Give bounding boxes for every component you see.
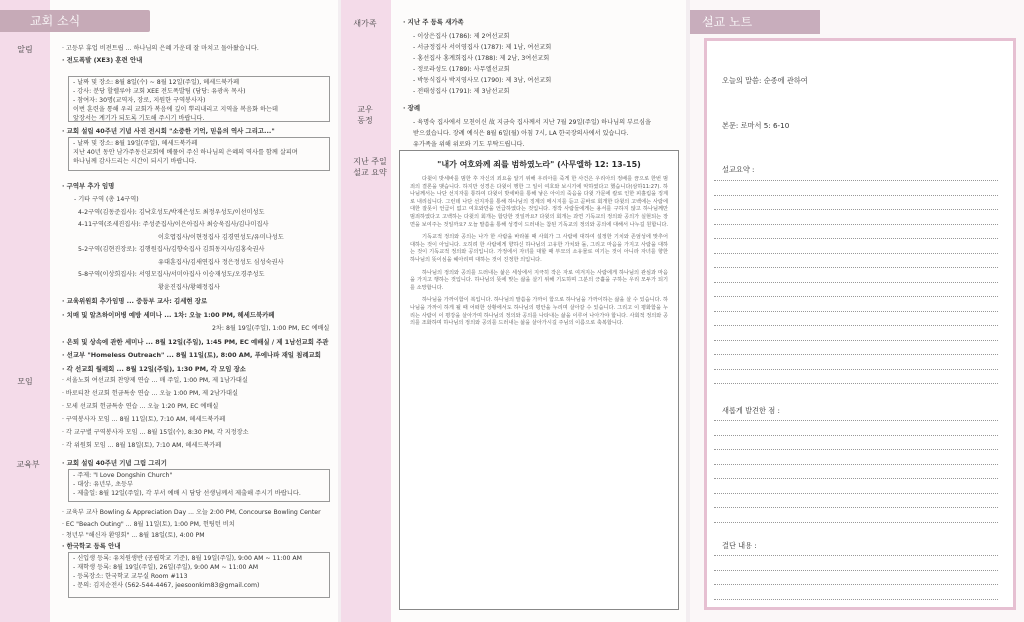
note-line <box>714 209 998 210</box>
news-title: · 장례 <box>403 104 420 112</box>
box-line: - 날짜 및 장소: 8월 19일(주일), 헤세드북카페 <box>73 140 198 147</box>
edu-title: · 교회 설립 40주년 기념 그림 그리기 <box>62 459 167 467</box>
label-meeting: 모임 <box>17 377 33 386</box>
box-line: 하나님께 감사드리는 시간이 되시기 바랍니다. <box>73 158 197 165</box>
note-line <box>714 369 998 370</box>
side-band <box>341 0 391 622</box>
note-line <box>714 522 998 523</box>
summary-label: 설교요약 : <box>722 165 755 174</box>
box-line: - 강사: 분당 할렐루야 교회 XEE 전도폭발팀 (담당: 유광옥 목사) <box>73 88 246 95</box>
box-line: - 참여자: 30명(교역자, 장로, 지원한 구역봉사자) <box>73 97 206 104</box>
label-sermon-summary: 지난 주일 설교 요약 <box>353 157 387 177</box>
notice-item: · 치매 및 알츠하이머병 예방 세미나 ... 1차: 오늘 1:00 PM, 헤세드북카페 <box>62 310 275 319</box>
header-sermon-notes: 설교 노트 <box>690 10 820 34</box>
newfamily-item: - 서금정집사 서이영집사 (1787): 제 1남, 여선교회 <box>413 44 552 51</box>
note-line <box>714 282 998 283</box>
note-line <box>714 311 998 312</box>
meeting-item: · 서울노회 여선교회 찬양제 연습 ... 매 주일, 1:00 PM, 제 1남가대실 <box>62 377 248 384</box>
meeting-item: · 바로티찬 선교회 헌금특송 연습 ... 오늘 1:00 PM, 제 2남가대실 <box>62 390 238 397</box>
meeting-item: · 구역봉사자 모임 ... 8월 11일(토), 7:10 AM, 헤세드북카페 <box>62 416 226 423</box>
sermon-paragraph: 하나님을 가까이함이 복입니다. 하나님의 말씀을 가까이 함으로 하나님을 가까이하는 삶을 살 수 있습니다. 하나님을 가까이 하게 될 때 어떠한 상황에서도 하나님의 평안을 누리며 살아갈 수 있습니다. 그리고 이 평화함을 누리는 사람이 이 평강을 살아가며 하나님의 정의와 공의를 나타내는 삶을 이루어 나아가야 합니다. 사회적 정의와 공의를 조화하며 하나님의 정의와 공의를 드러내는 삶을 살아가시길 주님의 이름으로 축복합니다. <box>410 297 668 327</box>
side-band <box>0 0 50 622</box>
xe3-box <box>68 76 330 122</box>
notice-item: · 은퇴 및 상속에 관한 세미나 ... 8월 12일(주일), 1:45 PM, EC 예배실 / 제 1남선교회 주관 <box>62 337 329 346</box>
school-title: · 한국학교 등록 안내 <box>62 542 121 550</box>
box-line: - 제출일: 8월 12일(주일), 각 부서 예배 시 담당 선생님께서 제출해 주시기 바랍니다. <box>73 490 301 497</box>
note-line <box>714 253 998 254</box>
note-line <box>714 267 998 268</box>
notice-item: · 고등부 휴업 비전트립 ... 하나님의 은혜 가운데 잘 마치고 돌아왔습니다. <box>62 45 259 52</box>
header-church-news: 교회 소식 <box>0 10 150 32</box>
newfamily-item: - 전태성집사 (1791): 제 3남선교회 <box>413 88 510 95</box>
notice-item: · 선교부 "Homeless Outreach" ... 8월 11일(토), 8:00 AM, 푸에나파 재일 침례교회 <box>62 351 321 359</box>
notice-item: 2차: 8월 19일(주일), 1:00 PM, EC 예배실 <box>212 325 330 332</box>
anniv-box <box>68 137 330 171</box>
sermon-title: "내가 여호와께 죄를 범하였노라" (사무엘하 12: 13-15) <box>437 160 641 169</box>
new-points-label: 새롭게 발견한 점 : <box>722 406 780 415</box>
newfamily-item: - 정로라성도 (1789): 사무엘선교회 <box>413 66 510 73</box>
sermon-summary-box <box>399 150 679 610</box>
gyuyeok-line: 5-2구역(김현진장로): 김행원집사/김향숙집사 김희동지사/김홍숙권사 <box>78 246 265 253</box>
box-line: - 신입생 등록: 유치원생반 (공립학교 기준), 8월 19일(주일), 9:00 AM ~ 11:00 AM <box>73 555 302 562</box>
edu-item: · 청년부 "해신자 환영회" ... 8월 18일(토), 4:00 PM <box>62 532 205 539</box>
notice-item: · 교육위원회 추가임명 ... 중등부 교사: 김세현 장로 <box>62 297 208 305</box>
note-line <box>714 340 998 341</box>
gyuyeok-line: 5-8구역(이상희집사): 서영모집사/서미아집사 이승재성도/오경주성도 <box>78 271 265 278</box>
box-line: - 재학생 등록: 8월 19일(주일), 26일(주일), 9:00 AM ~ 11:00 AM <box>73 564 259 571</box>
note-line <box>714 224 998 225</box>
box-line: 이번 훈련을 통해 우리 교회가 복음에 깊이 뿌리내리고 지역을 복음화 하는데 <box>73 106 278 113</box>
box-line: - 대상: 유년부, 초등부 <box>73 481 134 488</box>
sermon-paragraph: 다윗이 밧세바를 범한 후 자신의 죄요을 알기 위해 우리아를 죽게 한 사건은 우리아의 정배를 끔으로 한번 범죄의 결론을 맺습니다. 하지만 성경은 다윗이 행한 그 일이 여호와 보시기에 악하였다고 했습니다(삼하11:27). 하나님께서는 나단 선지자를 통하여 다윗이 밧세바를 통해 낳은 아이의 죽음을 다윗 가문에 칼로 인한 피흘림을 징계로 내리십니다. 그런데 나단 선지자를 통해 하나님의 징계의 메시지를 듣고 곧바로 회개한 다윗의 고백에는 사람에 대한 잘못이 언급이 없고 여호와만을 언급하였다는 것입니다. 정작 사람들에게는 용서를 구하지 않고 하나님께만 범죄하였다고 고백하는 다윗의 회개는 합당한 것일까요? 다윗의 회개는 과연 기독교의 정의와 공의가 실현되는 장면을 보여주는 것일까요? 오늘 말씀을 통해 성경이 드러내는 참된 기독교의 정의와 공의에 대해서 나누길 원합니다. <box>410 176 669 228</box>
note-line <box>714 599 998 600</box>
box-line: 지난 40년 동안 남가주동신교회에 베풀어 주신 하나님의 은혜의 역사를 함께 살피며 <box>73 149 298 156</box>
gyuyeok-line: 4-11구역(조세진집사): 주성준집사/이은아집사 최승욱집사/김나미집사 <box>78 221 269 228</box>
meeting-item: · 모세 선교회 헌금특송 연습 ... 오늘 1:20 PM, EC 예배실 <box>62 403 219 410</box>
newfamily-item: - 홍선집사 홍계희집사 (1788): 제 2남, 3여선교회 <box>413 55 550 62</box>
gyuyeok-line: 유대훈집사/김새연집사 정은정성도 심성숙권사 <box>158 258 284 266</box>
newfamily-title: · 지난 주 등록 새가족 <box>403 18 464 26</box>
box-line: 앞장서는 계기가 되도록 기도해 주시기 바랍니다. <box>73 115 205 122</box>
note-line <box>714 493 998 494</box>
note-line <box>714 354 998 355</box>
notice-item: · 전도폭발 (XE3) 훈련 안내 <box>62 56 143 64</box>
news-line: 받으셨습니다. 장례 예식은 8월 6일(월) 아침 7시, LA 한국장의사에서 있습니다. <box>413 130 629 137</box>
note-line <box>714 449 998 450</box>
box-line: - 문의: 김지순전사 (562-544-4467, jeesoonkim83@gmail.com) <box>73 582 260 589</box>
label-notice: 알림 <box>17 45 33 54</box>
note-line <box>714 555 998 556</box>
gyuyeok-line: 황윤진집사/황혜정집사 <box>158 283 220 291</box>
note-line <box>714 584 998 585</box>
anniv-title: · 교회 설립 40주년 기념 사진 전시회 "소중한 기억, 믿음의 역사 그리고..." <box>62 127 275 135</box>
note-line <box>714 180 998 181</box>
school-box <box>68 552 330 598</box>
note-line <box>714 325 998 326</box>
gyuyeok-line: 이호엽집사/이현정집사 김경연성도/유미나성도 <box>158 233 284 241</box>
sermon-paragraph: 기독교적 정의와 공의는 나가 한 사람을 바라볼 때 사회가 그 사람에 대하여 설정한 기치와 존엄성에 맞추어 대하는 것이 아닙니다. 오히려 한 사람에게 향하신 하나님의 고유한 가치와 돌, 그리고 마음을 가지고 사람을 대하는 것이 기독교적 정의와 공의입니다. 가정에서 자녀를 대할 때 부모의 소유물로 여기는 것이 아니라 자녀를 향한 하나님의 뜻이심을 헤아리며 대하는 것이 진정한 의입니다. <box>410 234 668 263</box>
edu-item: · EC "Beach Outing" ... 8월 11일(토), 1:00 PM, 헌팅턴 비치 <box>62 520 235 528</box>
news-line: - 육명숙 집사에서 모친이신 故 지금숙 집사께서 지난 7월 29일(주일) 하나님의 부르심을 <box>413 119 651 126</box>
box-line: - 주제: "I Love Dongshin Church" <box>73 472 173 479</box>
panel-sermon-notes <box>690 0 1024 622</box>
note-line <box>714 383 998 384</box>
today-word: 오늘의 말씀: 순종에 관하여 <box>722 76 808 85</box>
sermon-paragraph: 하나님의 정의와 공의를 드러내는 삶은 세상에서 지극히 작은 자로 여겨지는 사람에게 하나님의 관심과 마음을 가지고 행하는 것입니다. 하나님의 뜻에 맞는 삶을 살기 위해 기도하며 그분의 긍휼을 구하는 우리 모두가 되기를 소망합니다. <box>410 269 668 291</box>
gyuyeok-title: · 구역부 추가 임명 <box>62 182 115 190</box>
note-line <box>714 478 998 479</box>
box-line: - 등록장소: 한국학교 교무실 Room #113 <box>73 573 188 580</box>
label-education: 교육부 <box>16 460 40 469</box>
panel-members-sermon <box>341 0 686 622</box>
notice-item: · 각 선교회 월례회 ... 8월 12일(주일), 1:30 PM, 각 모임 장소 <box>62 364 246 373</box>
gyuyeok-line: - 기타 구역 (총 14구역) <box>74 196 139 203</box>
newfamily-item: - 이상은집사 (1786): 제 2여선교회 <box>413 33 510 40</box>
note-line <box>714 507 998 508</box>
note-line <box>714 570 998 571</box>
note-line <box>714 464 998 465</box>
note-line <box>714 296 998 297</box>
note-line <box>714 435 998 436</box>
label-newfamily: 새가족 <box>353 19 377 28</box>
meeting-item: · 각 위원회 모임 ... 8월 18일(토), 7:10 AM, 헤세드북카페 <box>62 442 222 449</box>
note-line <box>714 238 998 239</box>
label-news: 교우 동정 <box>357 105 373 125</box>
meeting-item: · 각 교구별 구역봉사자 모임 ... 8월 15일(수), 8:30 PM, 각 지정장소 <box>62 429 249 436</box>
edu-item: · 교육부 교사 Bowling & Appreciation Day ... 오늘 2:00 PM, Concourse Bowling Center <box>62 509 321 516</box>
decision-label: 결단 내용 : <box>722 541 757 550</box>
panel-church-news <box>0 0 338 622</box>
news-line: 유가족을 위해 위로와 기도 부탁드립니다. <box>413 141 525 148</box>
gyuyeok-line: 4-2구역(김동준집사): 김낙호성도/박재은성도 최정우성도/이선미성도 <box>78 208 265 216</box>
note-line <box>714 420 998 421</box>
note-line <box>714 195 998 196</box>
box-line: - 날짜 및 장소: 8월 8일(수) ~ 8월 12일(주일), 헤세드북카페 <box>73 79 240 86</box>
newfamily-item: - 박동식집사 박지영사모 (1790): 제 3남, 여선교회 <box>413 77 552 84</box>
edu-box <box>68 469 330 502</box>
passage: 본문: 로마서 5: 6-10 <box>722 121 790 130</box>
